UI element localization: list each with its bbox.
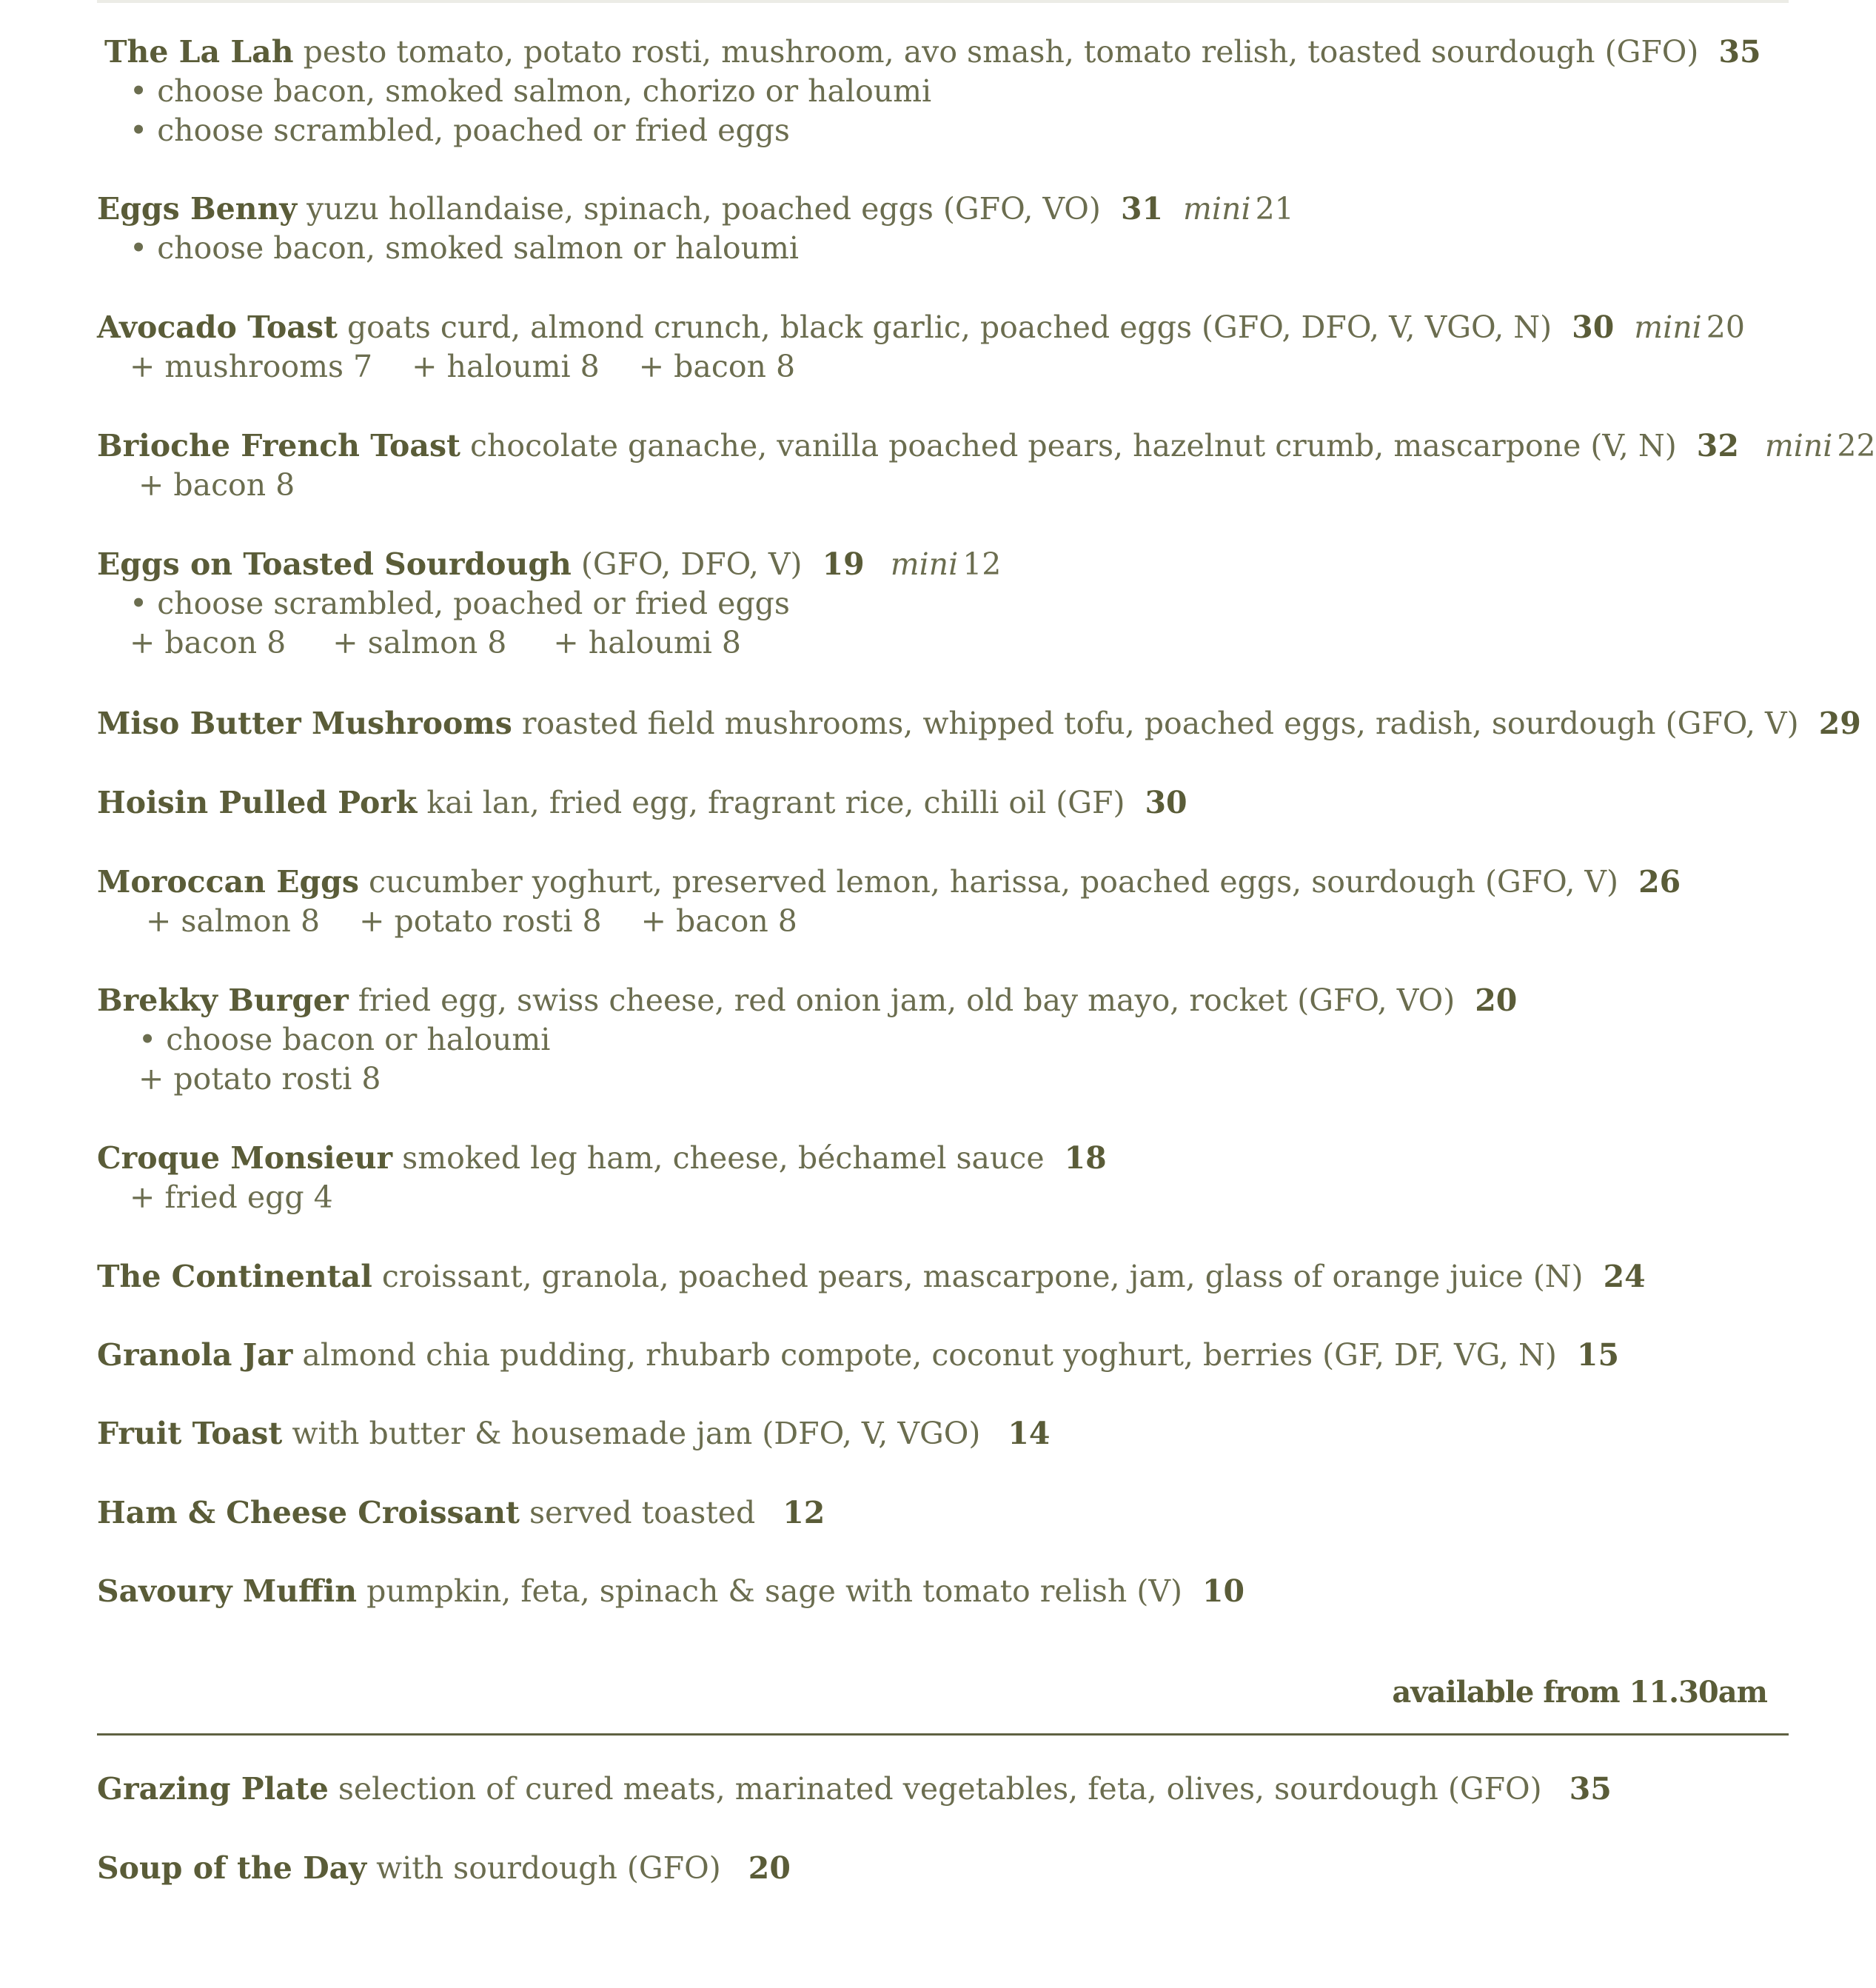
item-description: with sourdough (GFO) xyxy=(376,1850,721,1886)
item-description: roasted field mushrooms, whipped tofu, poached eggs, radish, sourdough (GFO, V) xyxy=(521,706,1799,741)
item-price: 24 xyxy=(1603,1259,1646,1294)
item-price: 12 xyxy=(783,1495,825,1530)
menu-item-hoisin-pulled-pork xyxy=(97,783,1815,823)
item-name: Hoisin Pulled Pork xyxy=(97,785,418,820)
menu-item-ham-cheese-croissant xyxy=(97,1493,1815,1533)
item-mini-price: 21 xyxy=(1255,191,1294,227)
item-note: • choose scrambled, poached or fried eggs xyxy=(130,113,790,148)
item-price: 19 xyxy=(822,546,865,582)
menu-item-miso-butter-mushrooms xyxy=(97,704,1861,743)
item-description: croissant, granola, poached pears, mascarpone, jam, glass of orange juice (N) xyxy=(381,1259,1584,1294)
menu-item-granola-jar xyxy=(97,1336,1815,1375)
item-price: 18 xyxy=(1064,1140,1107,1176)
item-addon: + bacon 8 xyxy=(640,903,797,939)
item-description: fried egg, swiss cheese, red onion jam, old bay mayo, rocket (GFO, VO) xyxy=(358,983,1455,1018)
item-description: pesto tomato, potato rosti, mushroom, avo smash, tomato relish, toasted sourdough (GFO) xyxy=(303,34,1699,70)
item-addon: + bacon 8 xyxy=(130,625,287,660)
menu-item-brioche-french-toast xyxy=(97,426,1876,505)
item-description: pumpkin, feta, spinach & sage with tomato relish (V) xyxy=(366,1573,1182,1609)
menu-item-croque-monsieur xyxy=(97,1139,1815,1217)
item-price: 35 xyxy=(1718,34,1761,70)
menu-item-grazing-plate xyxy=(97,1770,1815,1809)
item-mini-label: mini xyxy=(1183,191,1251,227)
item-name: Granola Jar xyxy=(97,1337,293,1373)
item-mini-price: 12 xyxy=(962,546,1002,582)
item-price: 32 xyxy=(1696,428,1739,463)
item-addon: + bacon 8 xyxy=(638,349,796,384)
item-price: 20 xyxy=(1475,983,1518,1018)
item-price: 31 xyxy=(1120,191,1163,227)
section-divider xyxy=(97,1733,1789,1736)
item-price: 14 xyxy=(1008,1416,1051,1451)
item-name: Avocado Toast xyxy=(97,309,338,345)
menu-item-eggs-benny xyxy=(97,190,1815,268)
item-name: Fruit Toast xyxy=(97,1416,283,1451)
item-name: Moroccan Eggs xyxy=(97,864,359,900)
item-price: 30 xyxy=(1145,785,1187,820)
item-mini-price: 20 xyxy=(1706,309,1745,345)
item-mini-price: 22 xyxy=(1837,428,1876,463)
item-description: chocolate ganache, vanilla poached pears, hazelnut crumb, mascarpone (V, N) xyxy=(470,428,1677,463)
item-description: almond chia pudding, rhubarb compote, coconut yoghurt, berries (GF, DF, VG, N) xyxy=(302,1337,1557,1373)
item-mini-label: mini xyxy=(890,546,959,582)
item-addon: + bacon 8 xyxy=(138,467,295,503)
item-description: (GFO, DFO, V) xyxy=(580,546,803,582)
item-addon: + mushrooms 7 xyxy=(130,349,373,384)
menu-page xyxy=(97,0,1876,1988)
item-addon: + haloumi 8 xyxy=(412,349,600,384)
item-description: selection of cured meats, marinated vegetables, feta, olives, sourdough (GFO) xyxy=(338,1771,1542,1807)
item-note: • choose scrambled, poached or fried eggs xyxy=(130,586,790,621)
item-addon: + fried egg 4 xyxy=(130,1179,333,1215)
item-note: • choose bacon, smoked salmon or haloumi xyxy=(130,230,800,266)
item-description: smoked leg ham, cheese, béchamel sauce xyxy=(402,1140,1045,1176)
item-price: 15 xyxy=(1576,1337,1619,1373)
menu-item-the-continental xyxy=(97,1257,1815,1296)
item-name: Soup of the Day xyxy=(97,1850,367,1886)
item-price: 29 xyxy=(1818,706,1861,741)
menu-item-moroccan-eggs xyxy=(97,863,1815,941)
item-name: Grazing Plate xyxy=(97,1771,329,1807)
item-addon: + salmon 8 xyxy=(146,903,321,939)
item-description: served toasted xyxy=(529,1495,756,1530)
item-price: 26 xyxy=(1638,864,1681,900)
item-price: 10 xyxy=(1202,1573,1245,1609)
availability-note: available from 11.30am xyxy=(1392,1675,1767,1710)
item-name: Croque Monsieur xyxy=(97,1140,393,1176)
item-addon: + salmon 8 xyxy=(332,625,507,660)
item-addon: + haloumi 8 xyxy=(553,625,741,660)
top-divider xyxy=(97,0,1789,3)
item-name: The Continental xyxy=(97,1259,372,1294)
menu-item-eggs-on-toasted-sourdough xyxy=(97,545,1815,663)
item-name: Eggs on Toasted Sourdough xyxy=(97,546,572,582)
item-name: Eggs Benny xyxy=(97,191,298,227)
item-mini-label: mini xyxy=(1764,428,1833,463)
item-note: • choose bacon, smoked salmon, chorizo or haloumi xyxy=(130,73,932,109)
item-name: Brioche French Toast xyxy=(97,428,460,463)
item-mini-label: mini xyxy=(1634,309,1702,345)
item-description: cucumber yoghurt, preserved lemon, harissa, poached eggs, sourdough (GFO, V) xyxy=(368,864,1619,900)
menu-item-savoury-muffin xyxy=(97,1572,1815,1611)
item-name: Brekky Burger xyxy=(97,983,349,1018)
menu-item-fruit-toast xyxy=(97,1414,1815,1453)
menu-item-avocado-toast xyxy=(97,308,1815,386)
item-name: Miso Butter Mushrooms xyxy=(97,706,512,741)
item-price: 35 xyxy=(1569,1771,1612,1807)
item-name: The La Lah xyxy=(104,34,294,70)
item-name: Ham & Cheese Croissant xyxy=(97,1495,520,1530)
item-note: • choose bacon or haloumi xyxy=(138,1022,551,1057)
item-description: with butter & housemade jam (DFO, V, VGO) xyxy=(292,1416,981,1451)
item-price: 20 xyxy=(748,1850,791,1886)
item-description: kai lan, fried egg, fragrant rice, chilli oil (GF) xyxy=(426,785,1125,820)
item-addon: + potato rosti 8 xyxy=(359,903,602,939)
item-name: Savoury Muffin xyxy=(97,1573,358,1609)
item-description: yuzu hollandaise, spinach, poached eggs (GFO, VO) xyxy=(306,191,1101,227)
menu-item-brekky-burger xyxy=(97,981,1815,1099)
item-description: goats curd, almond crunch, black garlic, poached eggs (GFO, DFO, V, VGO, N) xyxy=(346,309,1552,345)
item-addon: + potato rosti 8 xyxy=(138,1061,381,1097)
menu-item-the-la-lah xyxy=(104,33,1822,150)
menu-item-soup-of-the-day xyxy=(97,1849,1815,1888)
item-price: 30 xyxy=(1572,309,1615,345)
